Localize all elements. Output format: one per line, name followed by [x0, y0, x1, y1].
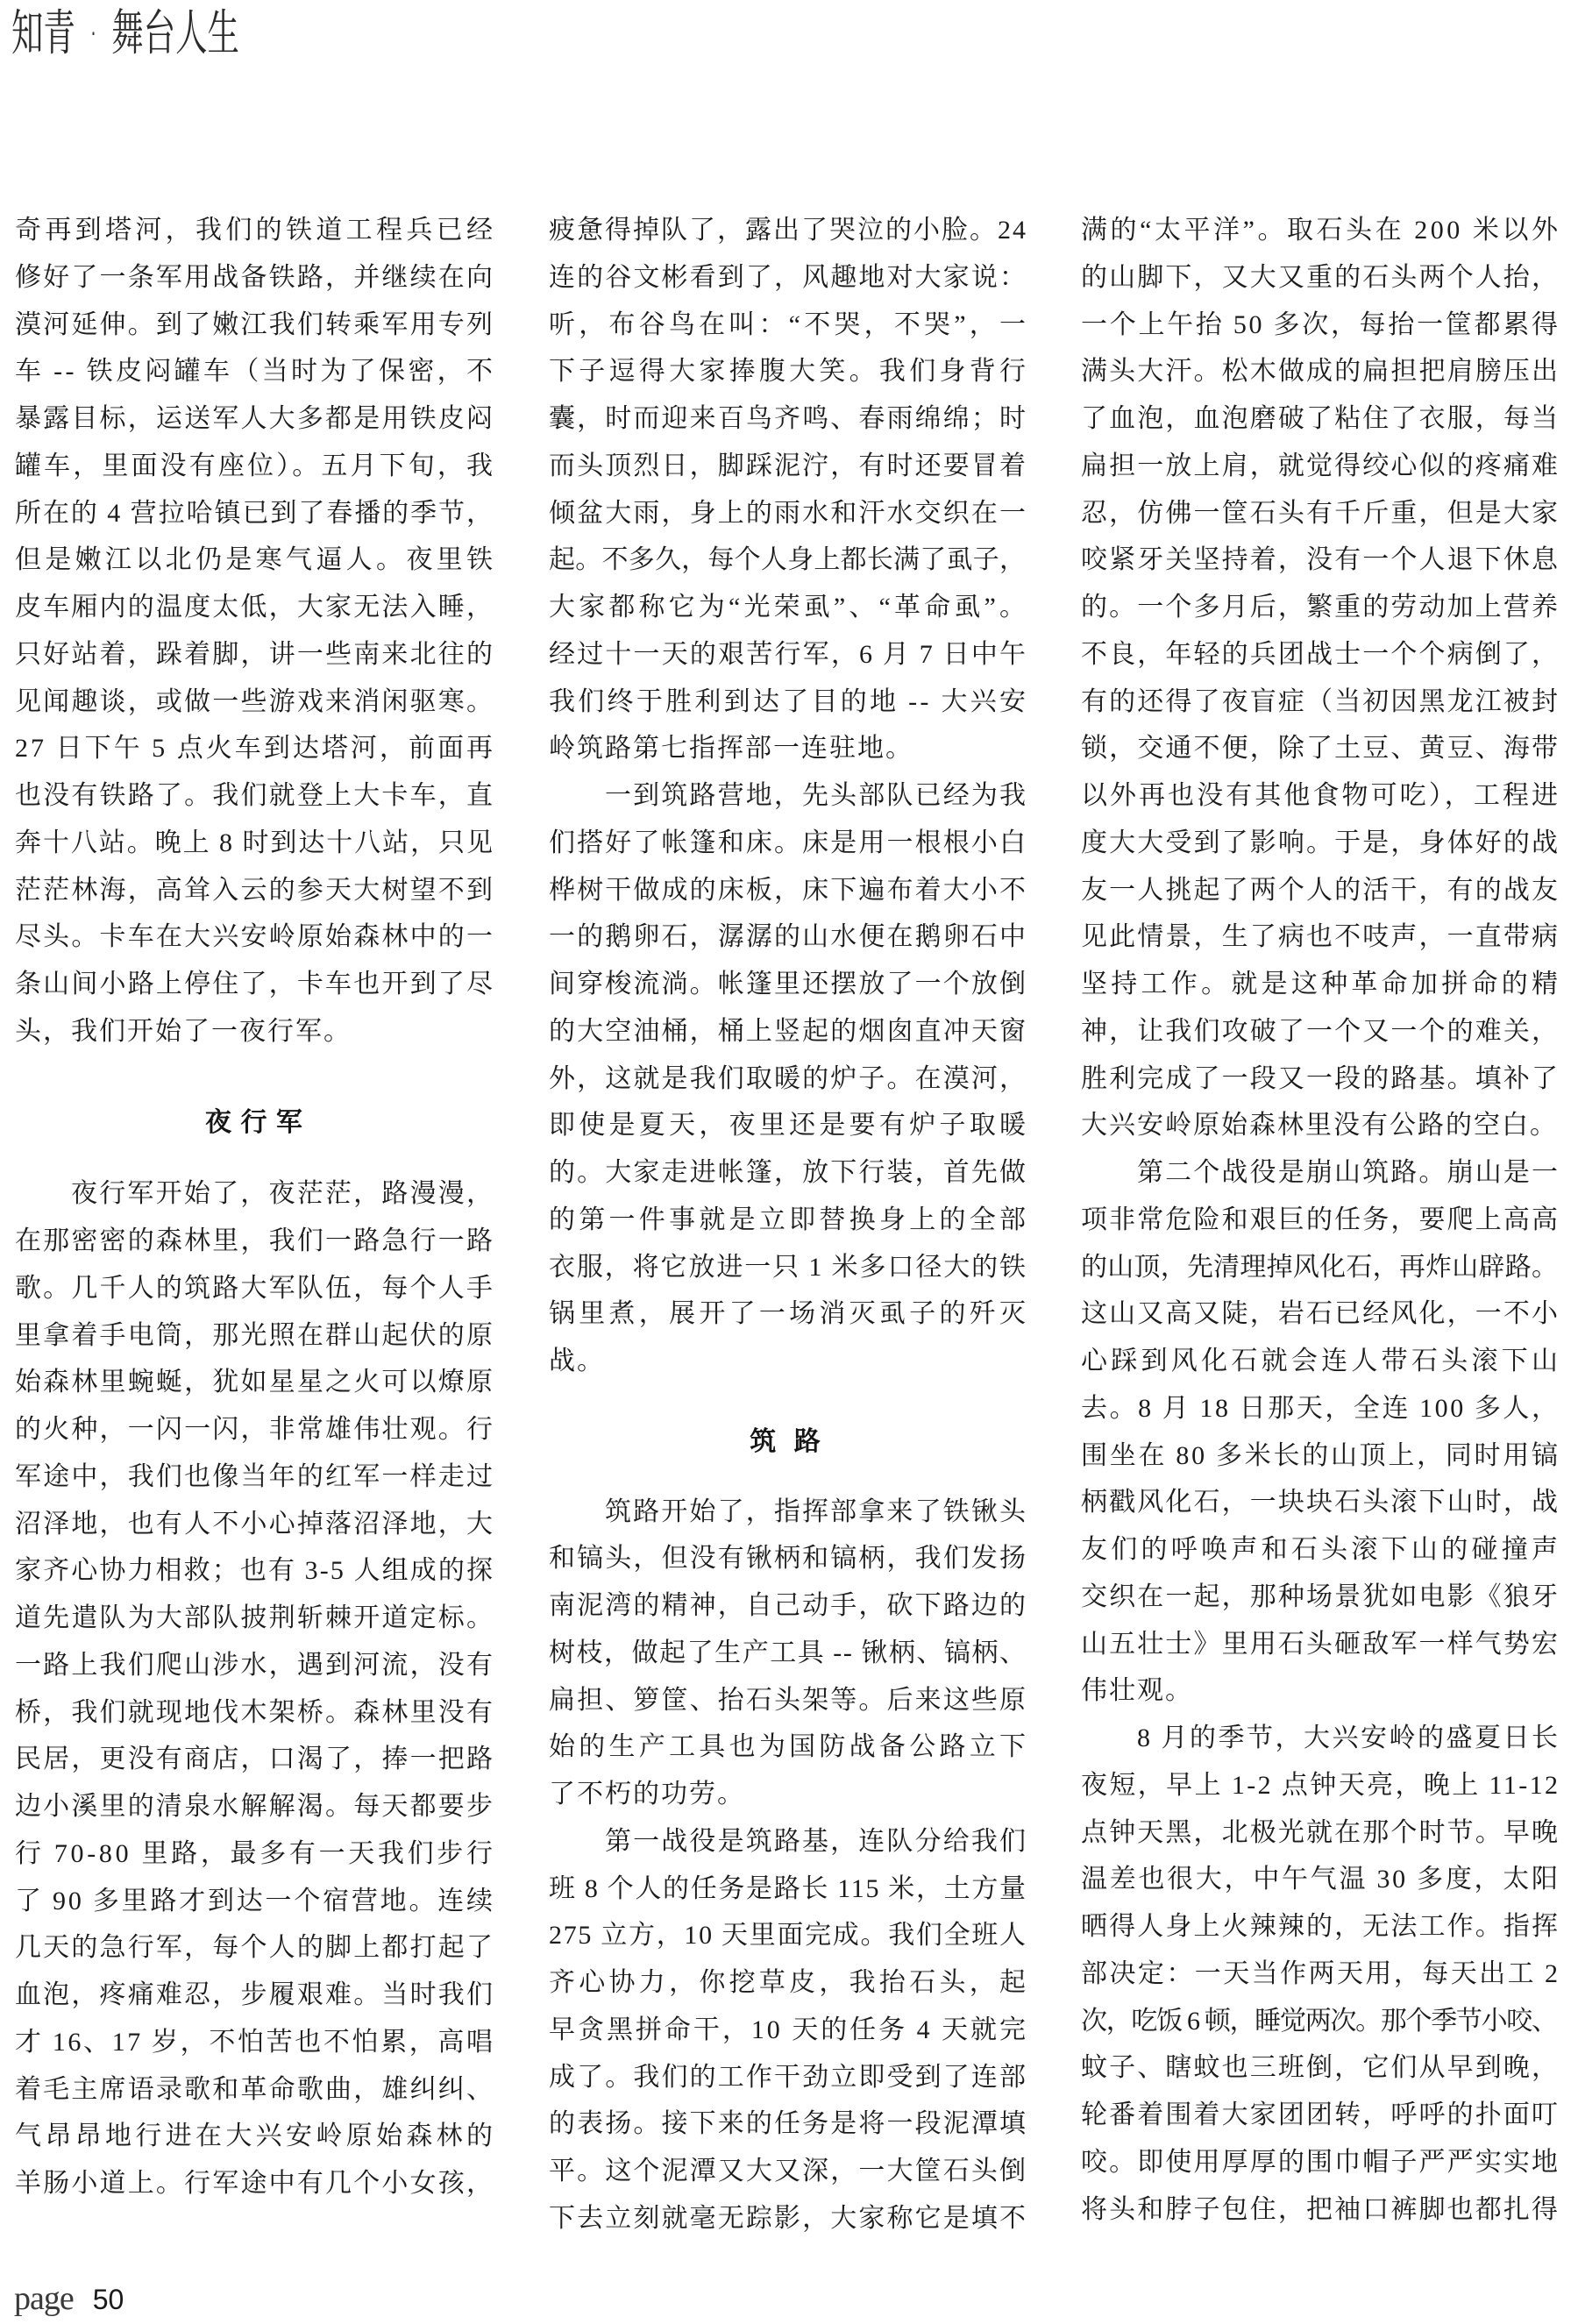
- text-line: 以外再也没有其他食物可吃），工程进: [1081, 781, 1561, 810]
- text-line: 去。8 月 18 日那天，全连 100 多人，: [1081, 1393, 1560, 1423]
- text-line: 温差也很大，中午气温 30 多度，太阳: [1081, 1865, 1560, 1894]
- text-line: 奇再到塔河，我们的铁道工程兵已经: [15, 216, 497, 245]
- paragraph: [15, 1170, 497, 2207]
- text-line: 条山间小路上停住了，卡车也开到了尽: [15, 970, 495, 999]
- text-line: 轮番着围着大家团团转，呼呼的扑面叮: [1081, 2100, 1560, 2129]
- text-line: 见闻趣谈，或做一些游戏来消闲驱寒。: [15, 686, 495, 716]
- text-line: 一的鹅卵石，潺潺的山水便在鹅卵石中: [549, 922, 1028, 952]
- text-line: 友们的呼唤声和石头滚下山的碰撞声: [1081, 1535, 1562, 1564]
- text-line: 里拿着手电筒，那光照在群山起伏的原: [15, 1320, 495, 1350]
- text-line: 275 立方，10 天里面完成。我们全班人: [549, 1921, 1027, 1951]
- text-line: 平。这个泥潭又大又深，一大筐石头倒: [549, 2157, 1028, 2185]
- text-line: 道先遣队为大部队披荆斩棘开道定标。: [15, 1603, 495, 1632]
- text-line: 的山脚下，又大又重的石头两个人抬，: [1081, 262, 1560, 292]
- text-line: 项非常危险和艰巨的任务，要爬上高高: [1081, 1205, 1560, 1234]
- paragraph: [549, 1489, 1030, 1818]
- text-line: 战。: [549, 1347, 605, 1375]
- text-line: 27 日下午 5 点火车到达塔河，前面再: [15, 734, 496, 764]
- page-number: 50: [92, 2284, 124, 2315]
- text-line: 始的生产工具也为国防战备公路立下: [549, 1732, 1030, 1762]
- text-line: 但是嫩江以北仍是寒气逼人。夜里铁: [15, 545, 497, 575]
- text-line: 伟壮观。: [1081, 1676, 1193, 1706]
- section-heading: 筑 路: [750, 1425, 825, 1457]
- text-line: 的。大家走进帐篷，放下行装，首先做: [549, 1158, 1028, 1187]
- text-line: 囊，时而迎来百鸟齐鸣、春雨绵绵；时: [549, 404, 1028, 433]
- text-line: 满头大汗。松木做成的扁担把肩膀压出: [1081, 357, 1560, 387]
- text-line: 羊肠小道上。行军途中有几个小女孩，: [15, 2169, 495, 2198]
- text-line: 下子逗得大家捧腹大笑。我们身背行: [549, 357, 1030, 387]
- paragraph: [549, 1818, 1030, 2242]
- text-line: 奔十八站。晚上 8 时到达十八站，只见: [15, 828, 494, 857]
- text-line: 一个上午抬 50 多次，每抬一筐都累得: [1081, 309, 1560, 339]
- text-line: 蚊子、瞎蚊也三班倒，它们从早到晚，: [1081, 2053, 1560, 2083]
- text-line: 的表扬。接下来的任务是将一段泥潭填: [549, 2109, 1028, 2139]
- text-line: 夜短，早上 1-2 点钟天亮，晚上 11-12: [1081, 1770, 1560, 1800]
- text-line: 的山顶，先清理掉风化石，再炸山辟路。: [1081, 1252, 1559, 1282]
- text-line: 了不朽的功劳。: [549, 1780, 745, 1809]
- text-line: 咬。即使用厚厚的围巾帽子严严实实地: [1081, 2147, 1560, 2177]
- text-line: 间穿梭流淌。帐篷里还摆放了一个放倒: [549, 970, 1028, 999]
- text-line: 军途中，我们也像当年的红军一样走过: [15, 1461, 495, 1491]
- text-line: 第二个战役是崩山筑路。崩山是一: [1137, 1158, 1560, 1187]
- text-line: 们搭好了帐篷和床。床是用一根根小白: [549, 828, 1028, 857]
- text-line: 大家都称它为“光荣虱”、“革命虱”。: [549, 593, 1030, 622]
- text-line: 罐车，里面没有座位）。五月下旬，我: [15, 451, 496, 480]
- text-line: 晒得人身上火辣辣的，无法工作。指挥: [1081, 1912, 1560, 1941]
- section-heading: 夜 行 军: [205, 1106, 302, 1138]
- text-line: 南泥湾的精神，自己动手，砍下路边的: [549, 1591, 1028, 1620]
- text-line: 经过十一天的艰苦行军，6 月 7 日中午: [549, 639, 1028, 669]
- text-line: 度大大受到了影响。于是，身体好的战: [1081, 828, 1560, 857]
- text-line: 着毛主席语录歌和革命歌曲，雄纠纠、: [15, 2074, 495, 2104]
- text-line: 了 90 多里路才到达一个宿营地。连续: [15, 1886, 495, 1915]
- text-line: 的大空油桶，桶上竖起的烟囱直冲天窗: [549, 1016, 1028, 1046]
- page-footer: [14, 2281, 124, 2323]
- paragraph: [1081, 207, 1562, 1149]
- text-line: 锅里煮，展开了一场消灭虱子的歼灭: [549, 1299, 1030, 1329]
- paragraph: [15, 207, 497, 1055]
- text-line: 不良，年轻的兵团战士一个个病倒了，: [1081, 639, 1560, 669]
- text-line: 将头和脖子包住，把袖口裤脚也都扎得: [1081, 2194, 1560, 2224]
- text-line: 围坐在 80 多米长的山顶上，同时用镐: [1081, 1440, 1560, 1470]
- text-line: 山五壮士》里用石头砸敌军一样气势宏: [1081, 1629, 1560, 1659]
- text-line: 扁担一放上肩，就觉得绞心似的疼痛难: [1081, 451, 1560, 480]
- text-line: 坚持工作。就是这种革命加拼命的精: [1081, 970, 1562, 999]
- running-header: [11, 5, 239, 62]
- separator-dot: ·: [88, 5, 99, 62]
- column-name: 舞台人生: [111, 5, 239, 62]
- text-line: 扁担、箩筐、抬石头架等。后来这些原: [549, 1685, 1028, 1715]
- text-line: 班 8 个人的任务是路长 115 米，土方量: [549, 1873, 1027, 1903]
- text-line: 一路上我们爬山涉水，遇到河流，没有: [15, 1650, 495, 1680]
- text-line: 即使是夏天，夜里还是要有炉子取暖: [549, 1111, 1030, 1141]
- text-line: 柄戳风化石，一块块石头滚下山时，战: [1081, 1488, 1560, 1517]
- text-line: 只好站着，跺着脚，讲一些南来北往的: [15, 639, 495, 669]
- text-line: 头，我们开始了一夜行军。: [15, 1016, 352, 1046]
- text-line: 外，这就是我们取暖的炉子。在漠河，: [549, 1063, 1028, 1093]
- text-line: 边小溪里的清泉水解解渴。每天都要步: [15, 1792, 495, 1821]
- text-line: 第一战役是筑路基，连队分给我们: [605, 1826, 1028, 1856]
- text-line: 几天的急行军，每个人的脚上都打起了: [15, 1933, 495, 1963]
- text-line: 胜利完成了一段又一段的路基。填补了: [1081, 1063, 1560, 1093]
- text-line: 气昂昂地行进在大兴安岭原始森林的: [15, 2121, 497, 2151]
- text-line: 皮车厢内的温度太低，大家无法入睡，: [15, 593, 495, 622]
- text-line: 大兴安岭原始森林里没有公路的空白。: [1081, 1111, 1558, 1141]
- text-line: 桦树干做成的床板，床下遍布着大小不: [549, 875, 1028, 905]
- text-line: 了血泡，血泡磨破了粘住了衣服，每当: [1081, 404, 1560, 433]
- text-column-3: [1081, 207, 1562, 2233]
- text-line: 忍，仿佛一筐石头有千斤重，但是大家: [1081, 498, 1560, 528]
- text-line: 暴露目标，运送军人大多都是用铁皮闷: [15, 404, 495, 433]
- text-line: 倾盆大雨，身上的雨水和汗水交织在一: [549, 498, 1028, 528]
- text-column-2: [549, 207, 1030, 2242]
- paragraph: [549, 207, 1030, 772]
- paragraph: [1081, 1149, 1562, 1715]
- page-label: page: [14, 2280, 74, 2317]
- text-line: 齐心协力，你挖草皮，我抬石头，起: [549, 1968, 1030, 1997]
- text-line: 的。一个多月后，繁重的劳动加上营养: [1081, 593, 1560, 622]
- text-line: 这山又高又陡，岩石已经风化，一不小: [1081, 1299, 1560, 1329]
- text-line: 歌。几千人的筑路大军队伍，每个人手: [15, 1273, 495, 1303]
- text-line: 有的还得了夜盲症（当初因黑龙江被封: [1081, 686, 1560, 716]
- text-line: 在那密密的森林里，我们一路急行一路: [15, 1226, 495, 1255]
- text-line: 血泡，疼痛难忍，步履艰难。当时我们: [15, 1980, 495, 2009]
- text-line: 成了。我们的工作干劲立即受到了连部: [549, 2062, 1028, 2092]
- text-line: 次，吃饭 6 顿，睡觉两次。那个季节小咬、: [1081, 2006, 1557, 2036]
- text-line: 部决定：一天当作两天用，每天出工 2: [1081, 1958, 1560, 1988]
- text-line: 筑路开始了，指挥部拿来了铁锹头: [605, 1496, 1028, 1526]
- text-line: 始森林里蜿蜒，犹如星星之火可以燎原: [15, 1368, 495, 1397]
- text-line: 茫茫林海，高耸入云的参天大树望不到: [15, 875, 495, 905]
- text-line: 见此情景，生了病也不吱声，一直带病: [1081, 922, 1560, 952]
- text-line: 衣服，将它放进一只 1 米多口径大的铁: [549, 1252, 1027, 1282]
- text-line: 夜行军开始了，夜茫茫，路漫漫，: [71, 1179, 495, 1209]
- text-line: 早贪黑拼命干，10 天的任务 4 天就完: [549, 2015, 1028, 2044]
- text-line: 一到筑路营地，先头部队已经为我: [605, 781, 1028, 810]
- text-line: 修好了一条军用战备铁路，并继续在向: [15, 262, 495, 292]
- text-line: 沼泽地，也有人不小心掉落沼泽地，大: [15, 1509, 495, 1539]
- text-line: 岭筑路第七指挥部一连驻地。: [549, 734, 913, 764]
- paragraph: [549, 772, 1030, 1385]
- text-line: 满的“太平洋”。取石头在 200 米以外: [1081, 216, 1561, 245]
- text-line: 咬紧牙关坚持着，没有一个人退下休息: [1081, 545, 1560, 575]
- text-line: 8 月的季节，大兴安岭的盛夏日长: [1137, 1723, 1560, 1752]
- text-line: 点钟天黑，北极光就在那个时节。早晚: [1081, 1817, 1560, 1847]
- text-line: 所在的 4 营拉哈镇已到了春播的季节，: [15, 498, 494, 528]
- text-line: 漠河延伸。到了嫩江我们转乘军用专列: [15, 309, 495, 339]
- text-line: 连的谷文彬看到了，风趣地对大家说：: [549, 262, 1028, 292]
- text-line: 疲惫得掉队了，露出了哭泣的小脸。24: [549, 216, 1027, 245]
- text-line: 心踩到风化石就会连人带石头滚下山: [1081, 1347, 1562, 1375]
- text-line: 的第一件事就是立即替换身上的全部: [549, 1205, 1030, 1234]
- text-line: 起。不多久，每个人身上都长满了虱子，: [549, 545, 1027, 575]
- text-line: 而头顶烈日，脚踩泥泞，有时还要冒着: [549, 451, 1028, 480]
- text-line: 神，让我们攻破了一个又一个的难关，: [1081, 1016, 1560, 1046]
- text-line: 锁，交通不便，除了土豆、黄豆、海带: [1081, 734, 1560, 764]
- text-line: 和镐头，但没有锹柄和镐柄，我们发扬: [549, 1544, 1028, 1574]
- text-line: 友一人挑起了两个人的活干，有的战友: [1081, 875, 1560, 905]
- text-line: 民居，更没有商店，口渴了，捧一把路: [15, 1745, 495, 1774]
- paragraph: [1081, 1715, 1558, 2233]
- text-line: 行 70-80 里路，最多有一天我们步行: [15, 1838, 496, 1868]
- text-line: 听，布谷鸟在叫：“不哭，不哭”，一: [549, 309, 1030, 339]
- text-line: 才 16、17 岁，不怕苦也不怕累，高唱: [15, 2027, 495, 2057]
- text-line: 家齐心协力相救；也有 3-5 人组成的探: [15, 1556, 495, 1586]
- text-column-1: [15, 207, 497, 2207]
- text-line: 车 -- 铁皮闷罐车（当时为了保密，不: [15, 357, 496, 387]
- text-line: 我们终于胜利到达了目的地 -- 大兴安: [549, 686, 1029, 716]
- text-line: 尽头。卡车在大兴安岭原始森林中的一: [15, 922, 495, 952]
- text-line: 下去立刻就毫无踪影，大家称它是填不: [549, 2203, 1028, 2233]
- text-line: 的火种，一闪一闪，非常雄伟壮观。行: [15, 1415, 495, 1444]
- text-line: 交织在一起，那种场景犹如电影《狼牙: [1081, 1581, 1560, 1611]
- text-line: 也没有铁路了。我们就登上大卡车，直: [15, 781, 495, 810]
- text-line: 桥，我们就现地伐木架桥。森林里没有: [15, 1697, 495, 1727]
- section-name: 知青: [11, 5, 75, 62]
- text-line: 树枝，做起了生产工具 -- 锹柄、镐柄、: [549, 1638, 1027, 1667]
